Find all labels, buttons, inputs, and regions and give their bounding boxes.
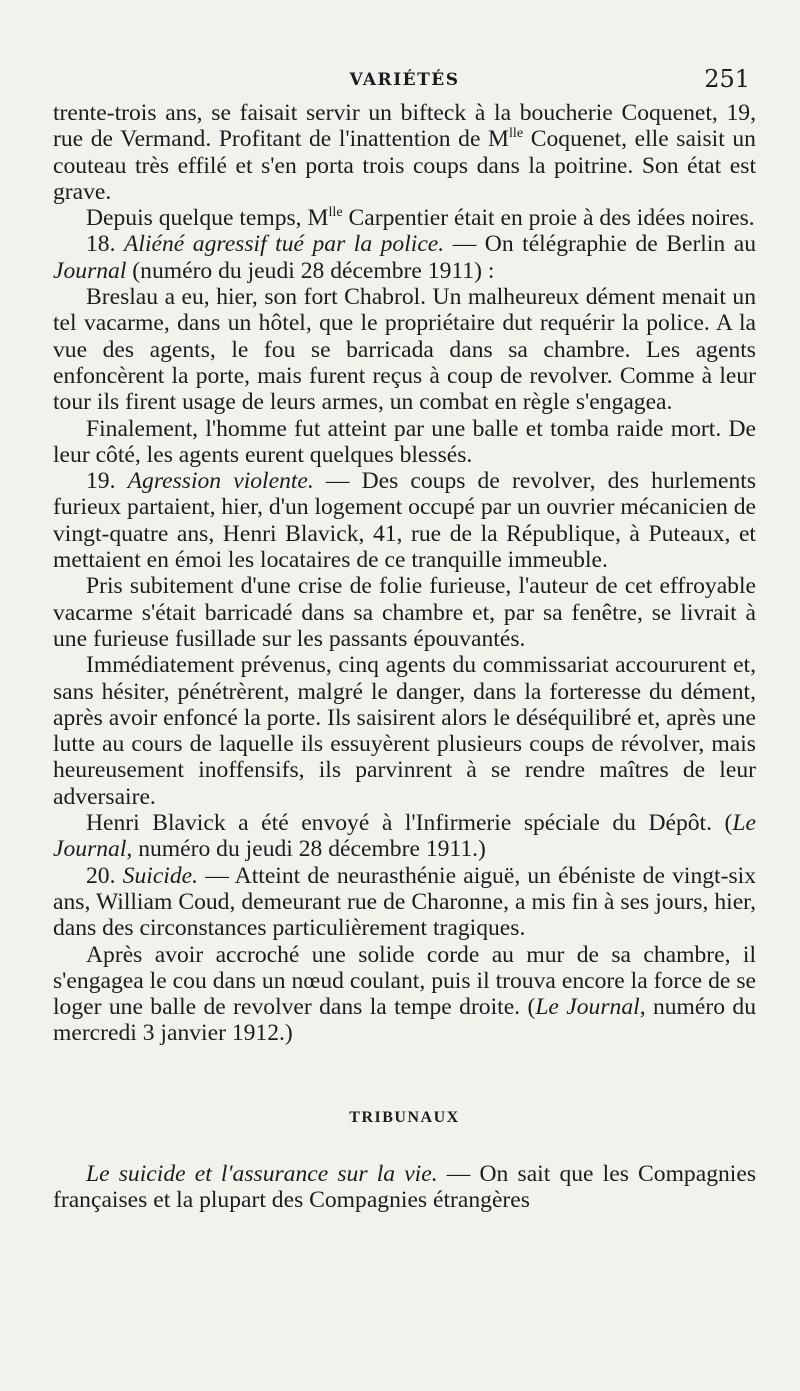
page-number: 251 [704, 65, 750, 93]
text-run: trente-trois ans, se faisait servir un bifteck à la boucherie Coquenet, 19, rue de Vermand. Profitant de l'inattention de M [53, 100, 756, 153]
text-run: 18. [86, 231, 125, 258]
section-heading: TRIBUNAUX [349, 1108, 460, 1126]
main-text [53, 100, 756, 1214]
paragraph [53, 100, 756, 205]
text-run: (numéro du jeudi 28 décembre 1911) : [126, 257, 495, 284]
text-run: — On télégraphie de Berlin au [444, 231, 756, 258]
italic-text: Le Journal [53, 810, 756, 863]
paragraph [53, 652, 756, 810]
paragraph [53, 810, 756, 863]
text-run: 19. [86, 468, 128, 495]
paragraph [53, 205, 756, 231]
text-run: — Atteint de neurasthénie aiguë, un ébéniste de vingt-six ans, William Coud, demeurant rue de Charonne, a mis fin à ses jours, hier, dans des circonstances particulièrement tragiques. [53, 862, 756, 942]
superscript: lle [508, 125, 524, 142]
text-run: Après avoir accroché une solide corde au mur de sa chambre, il s'engagea le cou dans un nœud coulant, puis il trouva encore la force de se loger une balle de revolver dans la tempe droite. ( [53, 941, 756, 1021]
paragraph [53, 468, 756, 573]
text-run: Breslau a eu, hier, son fort Chabrol. Un malheureux dément menait un tel vacarme, dans un hôtel, que le propriétaire dut requérir la police. A la vue des agents, le fou se barricada dans sa chambre. Les agents enfoncèrent la porte, mais furent reçus à coup de revolver. Comme à leur tour ils firent usage de leurs armes, un combat en règle s'engagea. [53, 284, 756, 416]
running-head [53, 0, 756, 100]
text-run: Depuis quelque temps, M [86, 205, 329, 232]
text-run: , numéro du mercredi 3 janvier 1912.) [53, 994, 756, 1047]
text-run: Immédiatement prévenus, cinq agents du commissariat accoururent et, sans hésiter, pénétrèrent, malgré le danger, dans la forteresse du dément, après avoir enfoncé la porte. Ils saisirent alors le déséquilibré et, après une lutte au cours de laquelle ils essuyèrent plusieurs coups de révolver, mais heureusement inoffensifs, ils parvinrent à se rendre maîtres de leur adversaire. [53, 652, 756, 810]
paragraph [53, 416, 756, 469]
text-run: — Des coups de revolver, des hurlements furieux partaient, hier, d'un logement occupé par un ouvrier mécanicien de vingt-quatre ans, Henri Blavick, 41, rue de la République, à Puteaux, et mettaient en émoi les locataires de ce tranquille immeuble. [53, 468, 756, 574]
italic-text: Journal [53, 257, 127, 284]
paragraph [53, 284, 756, 415]
paragraph [53, 573, 756, 652]
section-paragraph [53, 1161, 756, 1214]
italic-text: Agression violente. [127, 468, 314, 495]
text-run: — On sait que les Compagnies françaises et la plupart des Compagnies étrangères [53, 1160, 756, 1214]
text-run: , numéro du jeudi 28 décembre 1911.) [126, 836, 486, 863]
superscript: lle [328, 203, 343, 220]
text-run: Finalement, l'homme fut atteint par une balle et tomba raide mort. De leur côté, les agents eurent quelques blessés. [53, 415, 756, 468]
paragraph [53, 863, 756, 942]
text-run: Carpentier était en proie à des idées noires. [342, 205, 755, 232]
text-run: Coquenet, elle saisit un couteau très effilé et s'en porta trois coups dans la poitrine. Son état est grave. [53, 126, 756, 205]
running-title: VARIÉTÉS [349, 70, 460, 90]
text-run: Henri Blavick a été envoyé à l'Infirmerie spéciale du Dépôt. ( [86, 810, 733, 837]
italic-text: Suicide. [122, 862, 199, 889]
paragraph [53, 942, 756, 1047]
italic-text: Le suicide et l'assurance sur la vie. [86, 1160, 438, 1187]
paragraph [53, 231, 756, 284]
italic-text: Le Journal [535, 994, 640, 1021]
italic-text: Aliéné agressif tué par la police. [124, 231, 445, 258]
text-run: 20. [86, 862, 123, 889]
text-run: Pris subitement d'une crise de folie furieuse, l'auteur de cet effroyable vacarme s'était barricadé dans sa chambre et, par sa fenêtre, se livrait à une furieuse fusillade sur les passants épouvantés. [53, 573, 756, 652]
